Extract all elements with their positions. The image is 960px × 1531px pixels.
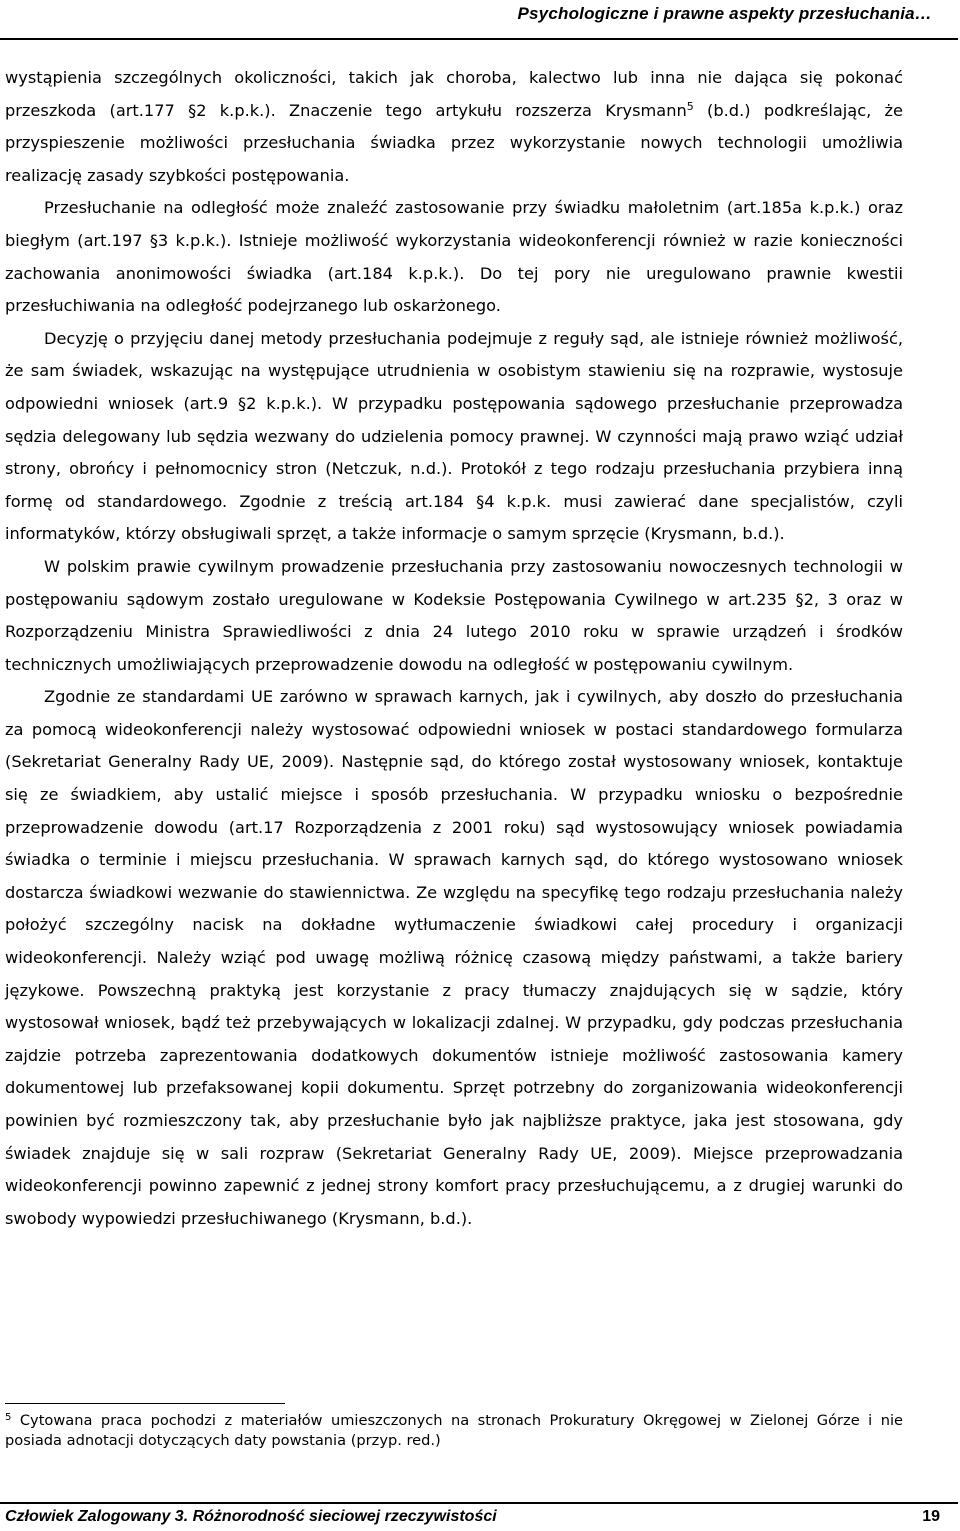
paragraph-1-text: wystąpienia szczególnych okoliczności, takich jak choroba, kalectwo lub inna nie dająca się pokonać przeszkoda (art.177 §2 k.p.k.). Znaczenie tego artykułu rozszerza Krysmann (5, 68, 903, 120)
header-rule (0, 38, 958, 40)
footnote-ref[interactable]: 5 (686, 99, 694, 113)
paragraph-1-text-cont: (b.d.) podkreślając, że przyspieszenie możliwości przesłuchania świadka przez wykorzystanie nowych technologii umożliwia realizację zasady szybkości postępowania. (5, 100, 904, 185)
footer-rule (0, 1502, 958, 1504)
paragraph-5: Zgodnie ze standardami UE zarówno w sprawach karnych, jak i cywilnych, aby doszło do przesłuchania za pomocą wideokonferencji należy wystosować odpowiedni wniosek w postaci standardowego formularza (Sekretariat Generalny Rady UE, 2009). Następnie sąd, do którego został wystosowany wniosek, kontaktuje się ze świadkiem, aby ustalić miejsce i sposób przesłuchania. W przypadku wniosku o bezpośrednie przeprowadzenie dowodu (art.17 Rozporządzenia z 2001 roku) sąd wystosowujący wniosek powiadamia świadka o terminie i miejscu przesłuchania. W sprawach karnych sąd, do którego wystosowano wniosek dostarcza świadkowi wezwanie do stawiennictwa. Ze względu na specyfikę tego rodzaju przesłuchania należy położyć szczególny nacisk na dokładne wytłumaczenie świadkowi całej procedury i organizacji wideokonferencji. Należy wziąć pod uwagę możliwą różnicę czasową między państwami, a także bariery językowe. Powszechną praktyką jest korzystanie z pracy tłumaczy znajdujących się w sądzie, który wystosował wniosek, bądź też przebywających w lokalizacji zdalnej. W przypadku, gdy podczas przesłuchania zajdzie potrzeba zaprezentowania dodatkowych dokumentów istnieje możliwość zastosowania kamery dokumentowej lub przefaksowanej kopii dokumentu. Sprzęt potrzebny do zorganizowania wideokonferencji powinien być rozmieszczony tak, aby przesłuchanie było jak najbliższe praktyce, jaka jest stosowana, gdy świadek znajduje się w sali rozpraw (Sekretariat Generalny Rady UE, 2009). Miejsce przeprowadzania wideokonferencji powinno zapewnić z jednej strony komfort pracy przesłuchującemu, a z drugiej warunki do swobody wypowiedzi przesłuchiwanego (Krysmann, b.d.). (5, 687, 903, 1228)
paragraph-1 (5, 62, 903, 192)
footer-title: Człowiek Zalogowany 3. Różnorodność sieciowej rzeczywistości (5, 1508, 497, 1525)
page-number: 19 (922, 1508, 940, 1525)
footnote-text: Cytowana praca pochodzi z materiałów umieszczonych na stronach Prokuratury Okręgowej w Zielonej Górze i nie posiada adnotacji dotyczących daty powstania (przyp. red.) (5, 1412, 903, 1449)
footnote-rule (5, 1403, 285, 1404)
footnote (5, 1411, 903, 1451)
footnote-number: 5 (5, 1412, 12, 1423)
running-header: Psychologiczne i prawne aspekty przesłuchania… (517, 4, 932, 23)
paragraph-4: W polskim prawie cywilnym prowadzenie przesłuchania przy zastosowaniu nowoczesnych technologii w postępowaniu sądowym zostało uregulowane w Kodeksie Postępowania Cywilnego w art.235 §2, 3 oraz w Rozporządzeniu Ministra Sprawiedliwości z dnia 24 lutego 2010 roku w sprawie urządzeń i środków technicznych umożliwiających przeprowadzenie dowodu na odległość w postępowaniu cywilnym. (5, 556, 903, 674)
paragraph-2: Przesłuchanie na odległość może znaleźć zastosowanie przy świadku małoletnim (art.185a k.p.k.) oraz biegłym (art.197 §3 k.p.k.). Istnieje możliwość wykorzystania wideokonferencji również w razie konieczności zachowania anonimowości świadka (art.184 k.p.k.). Do tej pory nie uregulowano prawnie kwestii przesłuchiwania na odległość podejrzanego lub oskarżonego. (5, 198, 903, 316)
body-text (5, 62, 903, 1235)
paragraph-3: Decyzję o przyjęciu danej metody przesłuchania podejmuje z reguły sąd, ale istnieje również możliwość, że sam świadek, wskazując na występujące utrudnienia w osobistym stawieniu się na rozprawie, wystosuje odpowiedni wniosek (art.9 §2 k.p.k.). W przypadku postępowania sądowego przesłuchanie przeprowadza sędzia delegowany lub sędzia wezwany do udzielenia pomocy prawnej. W czynności mają prawo wziąć udział strony, obrońcy i pełnomocnicy stron (Netczuk, n.d.). Protokół z tego rodzaju przesłuchania przybiera inną formę od standardowego. Zgodnie z treścią art.184 §4 k.p.k. musi zawierać dane specjalistów, czyli informatyków, którzy obsługiwali sprzęt, a także informacje o samym sprzęcie (Krysmann, b.d.). (5, 328, 903, 544)
